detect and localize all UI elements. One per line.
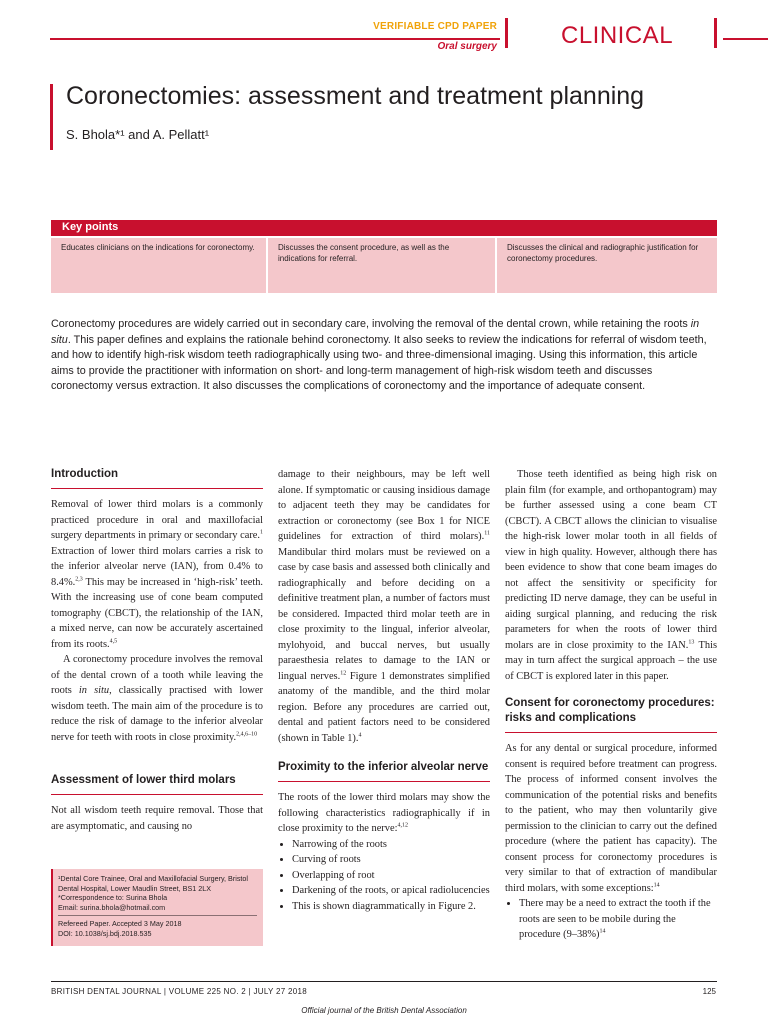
column-3 [505,467,717,943]
list-item: • Darkening of the roots, or apical radiolucencies [292,883,490,899]
header-divider-left [505,18,508,48]
intro-paragraph-1: Removal of lower third molars is a commonly practiced procedure in oral and maxillofacial surgery departments in primary or secondary care.$^1$ Extraction of lower third molars carries a risk to the inferior alveolar nerve (IAN), from 0.4% to 8.4%.$^{2,3}$ This may be increased in ‘high-risk’ teeth. With the increasing use of cone beam computed tomography (CBCT), the relationship of the IAN, a mixed nerve, can now be accurately ascertained from its roots.$^{4,5}$ [51,499,263,650]
intro-paragraph-2: A coronectomy procedure involves the removal of the dental crown of a tooth while leaving the roots in situ, classically practised with lower wisdom teeth. The main aim of the procedure is to reduce the risk of damage to the inferior alveolar nerve for teeth with roots in close proximity.$^{2,4,6-10}$ [51,654,263,743]
column-2 [278,467,490,914]
consent-list [505,896,717,943]
correspondence-line: *Correspondence to: Surina Bhola [58,893,168,902]
key-point-2: Discusses the consent procedure, as well as the indications for referral. [268,238,495,293]
list-item: • Overlapping of root [292,868,490,884]
title-accent-bar [50,84,53,150]
cpd-label: VERIFIABLE CPD PAPER [373,21,497,32]
heading-rule [51,794,263,795]
section-label: Oral surgery [437,41,497,52]
header-rule-left [50,38,500,40]
proximity-heading: Proximity to the inferior alveolar nerve [278,761,489,773]
key-point-3: Discusses the clinical and radiographic justification for coronectomy procedures. [497,238,717,293]
email-line: Email: surina.bhola@hotmail.com [58,902,166,912]
col3-paragraph-1: Those teeth identified as being high risk on plain film (for example, and orthopantogram) may be further assessed using a cone beam CT (CBCT). A CBCT allows the clinician to visualise the high-risk lower molar tooth in all fields of view in high quality. However, although there has been evidence to show that cone beam images do not affect the sensitivity or specificity for predicting ID nerve damage, they can be useful in aiding surgical planning, and reducing the risk parameters for when the roots of lower third molars are in close proximity to the IAN.$^{13}$ This may in turn affect the surgical approach – the use of CBCT is explored later in this paper. [505,469,718,682]
assessment-paragraph: Not all wisdom teeth require removal. Those that are asymptomatic, and causing no [51,805,263,832]
affiliation-line: ¹Dental Core Trainee, Oral and Maxillofacial Surgery, Bristol Dental Hospital, Lower Maudlin Street, BS1 2LX [58,874,249,893]
official-journal-note: Official journal of the British Dental Association [301,1006,467,1015]
article-title: Coronectomies: assessment and treatment planning [66,82,645,110]
col2-paragraph-1: damage to their neighbours, may be left well alone. If symptomatic or causing insidious damage to adjacent teeth they may be candidates for extraction or coronectomy (see Box 1 for NICE guidelines for extraction of third molars).$^{11}$ Mandibular third molars must be reviewed on a case by case basis and assessed both clinically and radiographically and before deciding on a definitive treatment plan, a number of factors must be considered. Impacted third molar teeth are in close proximity to the lingual, inferior alveolar, mylohyoid, and buccal nerves, but usually paraesthesia relates to damage to the IAN or lingual nerves.$^{12}$ Figure 1 demonstrates simplified anatomy of the mandible, and the third molar region. Before any procedures are carried out, dental and patient factors need to be considered (shown in Table 1).$^4$ [278,469,490,744]
journal-footer: BRITISH DENTAL JOURNAL | VOLUME 225 NO. 2 | JULY 27 2018 [51,987,308,996]
heading-rule [505,732,717,733]
header-rule-right [723,38,768,40]
key-points-header [51,220,717,236]
list-item: • There may be a need to extract the tooth if the roots are seen to be mobile during the procedure $(9-38\%)^{14}$ [519,896,717,943]
list-item: • Curving of roots [292,852,490,868]
key-point-1: Educates clinicians on the indications for coronectomy. [51,238,266,293]
col2-paragraph-2: The roots of the lower third molars may show the following characteristics radiographically if in close proximity to the nerve:$^{4,12}$ [278,792,490,834]
assessment-heading: Assessment of lower third molars [51,774,236,786]
page-number: 125 [702,987,716,996]
category-label: CLINICAL [561,22,674,49]
consent-heading: Consent for coronectomy procedures: risks and complications [505,697,715,724]
col3-paragraph-2: As for any dental or surgical procedure, informed consent is required before treatment can progress. The process of informed consent involves the communication of the potential risks and benefits to the patient, who may then voluntarily give permission to the clinician to carry out the defined procedure (where the patient has capacity). The consent process for coronectomy procedures is very similar to that of extraction of mandibular third molars, with some exceptions:$^{14}$ [505,743,717,894]
doi-line: DOI: 10.1038/sj.bdj.2018.535 [58,928,152,938]
abstract: Coronectomy procedures are widely carried out in secondary care, involving the removal of the dental crown, while retaining the roots in situ. This paper defines and explains the rationale behind coronectomy. It also seeks to review the indications for referral of wisdom teeth, and how to identify high-risk wisdom teeth radiographically using two- and three-dimensional imaging. Using this information, this article aims to provide the practitioner with information on short- and long-term management of high-risk wisdom teeth and discusses coronectomy versus extraction. It also discusses the complications of coronectomy and the importance of adequate consent. [51,318,707,392]
affiliations-box [51,869,263,946]
footer-rule [51,981,717,982]
list-item: • Narrowing of the roots [292,837,490,853]
heading-rule [51,488,263,489]
refereed-line: Refereed Paper. Accepted 3 May 2018 [58,919,182,928]
header-divider-right [714,18,717,48]
proximity-list [278,837,490,915]
introduction-heading: Introduction [51,468,119,480]
key-points-title: Key points [62,221,119,233]
heading-rule [278,781,490,782]
article-authors: S. Bhola*¹ and A. Pellatt¹ [66,127,210,142]
list-item: • This is shown diagrammatically in Figure 2. [292,899,490,915]
affiliations-divider [58,915,257,916]
